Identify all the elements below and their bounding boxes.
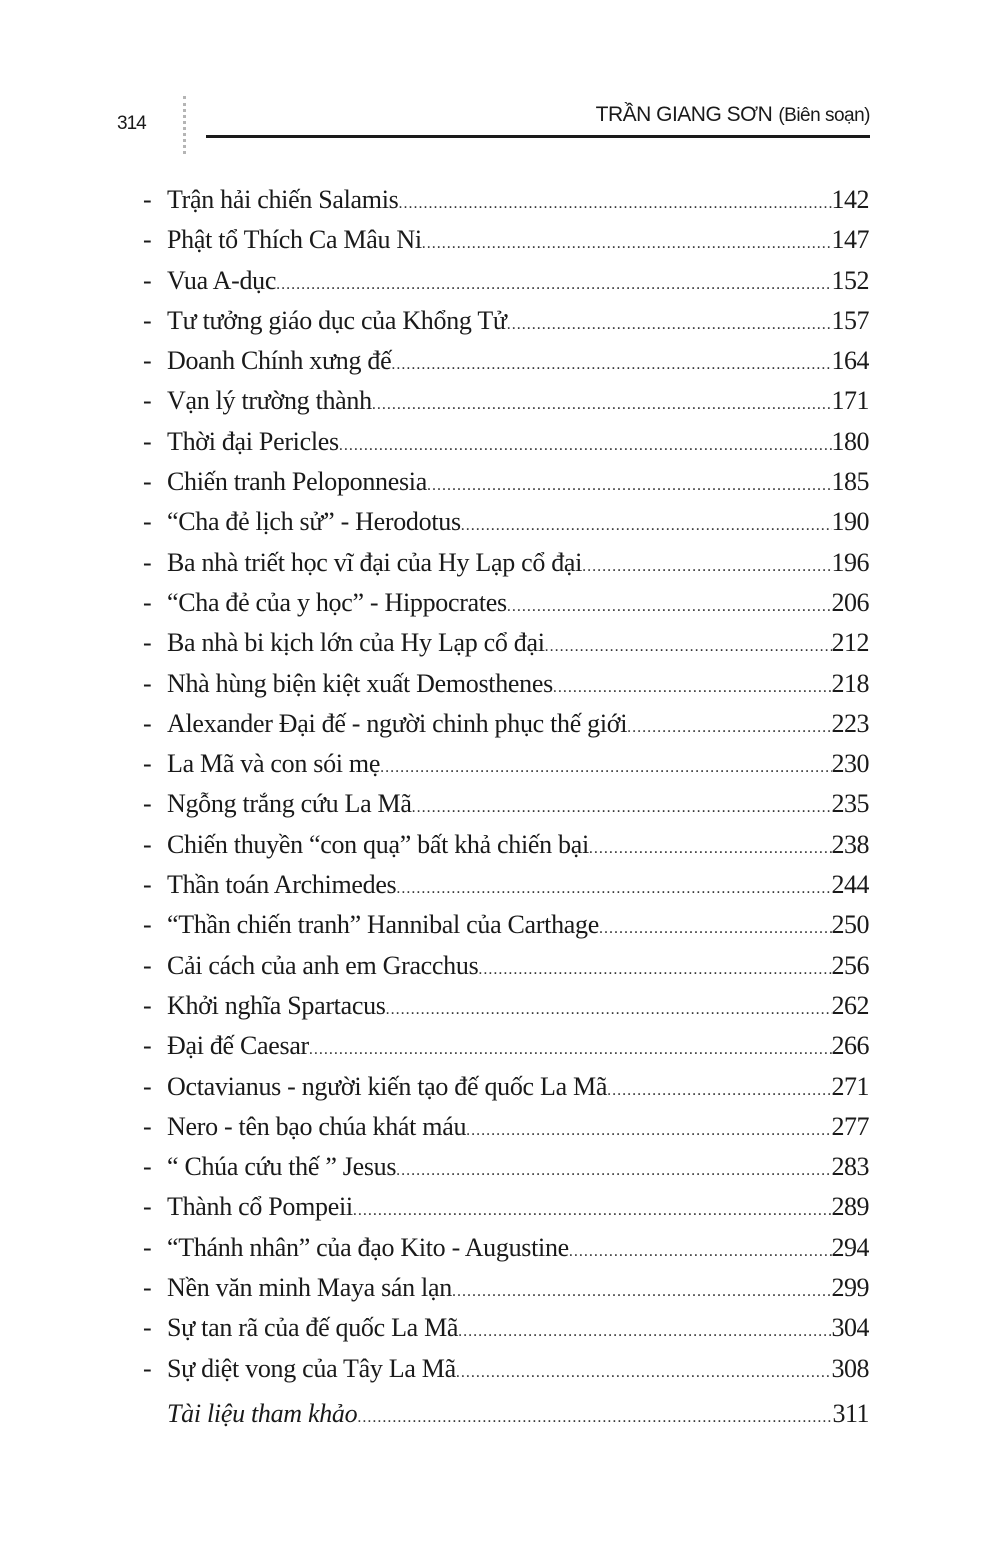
toc-entry-title: Sự diệt vong của Tây La Mã [167, 1353, 456, 1383]
toc-entry-title: Sự tan rã của đế quốc La Mã [167, 1313, 459, 1343]
toc-dot-leader [599, 909, 832, 945]
toc-dot-leader [357, 1398, 832, 1434]
running-header [596, 103, 870, 127]
toc-entry[interactable] [143, 986, 869, 1026]
toc-bullet: - [143, 426, 152, 456]
toc-entry-page: 230 [831, 749, 869, 779]
toc-dot-leader [398, 184, 831, 220]
toc-entry-title: Nero - tên bạo chúa khát máu [167, 1111, 467, 1141]
toc-entry-page: 308 [831, 1353, 869, 1383]
toc-entry-page: 142 [831, 185, 869, 214]
toc-dot-leader [452, 1272, 832, 1308]
toc-dot-leader [339, 426, 832, 462]
toc-dot-leader [276, 265, 831, 301]
toc-entry-page: 299 [831, 1273, 869, 1303]
toc-entry-title: “Thần chiến tranh” Hannibal của Carthage [167, 910, 599, 940]
toc-entry-page: 289 [831, 1192, 869, 1222]
running-header-author: TRẦN GIANG SƠN [595, 103, 773, 126]
toc-bullet: - [143, 185, 152, 214]
toc-bullet: - [143, 587, 152, 617]
toc-dot-leader [466, 1111, 831, 1147]
toc-entry[interactable] [143, 664, 869, 704]
toc-entry[interactable] [143, 865, 869, 905]
toc-entry[interactable] [143, 422, 869, 462]
toc-entry-page: 196 [831, 547, 869, 577]
toc-entry-page: 277 [831, 1111, 869, 1141]
toc-entry[interactable] [143, 784, 869, 824]
toc-entry-title: Đại đế Caesar [167, 1031, 309, 1061]
toc-entry[interactable] [143, 744, 869, 784]
toc-entry[interactable] [143, 1026, 869, 1066]
toc-dot-leader [456, 1353, 832, 1389]
toc-bullet: - [143, 1313, 152, 1343]
toc-entry[interactable] [143, 946, 869, 986]
toc-bullet: - [143, 789, 152, 819]
toc-entry[interactable] [143, 502, 869, 542]
running-header-note: (Biên soạn) [778, 105, 870, 126]
toc-dot-leader [380, 748, 831, 784]
toc-entry[interactable] [143, 261, 869, 301]
toc-entry-page: 250 [831, 910, 869, 940]
toc-entry[interactable] [143, 905, 869, 945]
toc-entry[interactable] [143, 623, 869, 663]
toc-entry-page: 283 [831, 1152, 869, 1182]
toc-bullet: - [143, 1232, 152, 1262]
toc-entry-title: “ Chúa cứu thế ” Jesus [167, 1152, 397, 1182]
toc-entry-title: Tư tưởng giáo dục của Khổng Tử [167, 305, 507, 335]
toc-entry-page: 238 [831, 829, 869, 859]
toc-bullet: - [143, 305, 152, 335]
toc-entry[interactable] [143, 341, 869, 381]
toc-dot-leader [589, 829, 832, 865]
toc-entry[interactable] [143, 583, 869, 623]
toc-entry-title: La Mã và con sói mẹ [167, 749, 381, 779]
toc-entry-title: Chiến thuyền “con quạ” bất khả chiến bại [167, 829, 589, 859]
toc-bullet: - [143, 1031, 152, 1061]
toc-entry-title: Khởi nghĩa Spartacus [167, 990, 386, 1020]
toc-entry-title: Alexander Đại đế - người chinh phục thế giới [167, 708, 628, 738]
toc-entry-title: Ba nhà bi kịch lớn của Hy Lạp cổ đại [167, 628, 545, 658]
toc-dot-leader [412, 788, 832, 824]
toc-entry-title: “Cha đẻ lịch sử” - Herodotus [167, 507, 461, 537]
toc-entry-page: 152 [831, 265, 869, 295]
toc-entry[interactable] [143, 1308, 869, 1348]
toc-bullet: - [143, 467, 152, 497]
toc-bullet: - [143, 1192, 152, 1222]
toc-dot-leader [461, 506, 832, 542]
toc-bullet: - [143, 225, 152, 255]
toc-entry-title: Thần toán Archimedes [167, 870, 397, 900]
toc-dot-leader [391, 345, 831, 381]
toc-entry[interactable] [143, 301, 869, 341]
toc-entry-page: 262 [831, 990, 869, 1020]
toc-entry-title: “Thánh nhân” của đạo Kito - Augustine [167, 1232, 569, 1262]
toc-bullet: - [143, 507, 152, 537]
toc-entry[interactable] [143, 180, 869, 220]
toc-entry-title: Thời đại Pericles [167, 426, 339, 456]
table-of-contents [143, 180, 869, 1434]
toc-dot-leader [507, 305, 832, 341]
toc-entry-title: Cải cách của anh em Gracchus [167, 950, 479, 980]
toc-bullet: - [143, 910, 152, 940]
toc-bullet: - [143, 1152, 152, 1182]
toc-entry[interactable] [143, 462, 869, 502]
toc-bullet: - [143, 708, 152, 738]
header-rule [206, 135, 870, 138]
toc-entry[interactable] [143, 1067, 869, 1107]
toc-entry-page: 206 [831, 587, 869, 617]
header-divider [183, 96, 186, 154]
toc-bullet: - [143, 346, 152, 376]
toc-entry[interactable] [143, 381, 869, 421]
toc-entry-page: 311 [832, 1398, 869, 1428]
toc-entry-page: 235 [831, 789, 869, 819]
toc-bullet: - [143, 668, 152, 698]
toc-dot-leader [396, 1151, 831, 1187]
toc-entry[interactable] [143, 543, 869, 583]
toc-entry-title: Nền văn minh Maya sán lạn [167, 1273, 452, 1303]
toc-entry-page: 164 [831, 346, 869, 376]
toc-dot-leader [582, 547, 831, 583]
toc-entry-page: 171 [831, 386, 869, 416]
toc-entry-references[interactable] [143, 1394, 869, 1434]
toc-dot-leader [478, 950, 831, 986]
toc-dot-leader [569, 1232, 832, 1268]
toc-entry[interactable] [143, 825, 869, 865]
toc-entry-title: Ngỗng trắng cứu La Mã [167, 789, 412, 819]
toc-entry-title: Ba nhà triết học vĩ đại của Hy Lạp cổ đại [167, 547, 583, 577]
toc-entry-title: Trận hải chiến Salamis [167, 185, 399, 214]
toc-entry-title: Octavianus - người kiến tạo đế quốc La Mã [167, 1071, 608, 1101]
toc-dot-leader [372, 385, 832, 421]
toc-entry-page: 304 [831, 1313, 869, 1343]
toc-entry-page: 157 [831, 305, 869, 335]
toc-entry-title: Tài liệu tham khảo [167, 1398, 358, 1428]
toc-bullet: - [143, 628, 152, 658]
toc-bullet: - [143, 870, 152, 900]
toc-entry-page: 266 [831, 1031, 869, 1061]
toc-bullet: - [143, 950, 152, 980]
toc-dot-leader [545, 627, 832, 663]
toc-entry-title: Vua A-dục [167, 265, 277, 295]
toc-dot-leader [507, 587, 832, 623]
toc-bullet: - [143, 265, 152, 295]
toc-entry[interactable] [143, 220, 869, 260]
toc-entry-page: 185 [831, 467, 869, 497]
toc-entry-page: 218 [831, 668, 869, 698]
toc-entry-title: Doanh Chính xưng đế [167, 346, 392, 376]
toc-dot-leader [353, 1191, 832, 1227]
toc-entry[interactable] [143, 1349, 869, 1389]
toc-entry-title: Vạn lý trường thành [167, 386, 372, 416]
toc-bullet: - [143, 547, 152, 577]
toc-entry[interactable] [143, 1228, 869, 1268]
toc-bullet: - [143, 749, 152, 779]
toc-bullet: - [143, 1111, 152, 1141]
toc-dot-leader [607, 1071, 831, 1107]
toc-entry-page: 212 [831, 628, 869, 658]
toc-bullet: - [143, 386, 152, 416]
toc-dot-leader [553, 668, 832, 704]
toc-dot-leader [427, 466, 832, 502]
toc-bullet: - [143, 1071, 152, 1101]
toc-entry-page: 147 [831, 225, 869, 255]
toc-dot-leader [386, 990, 832, 1026]
toc-entry[interactable] [143, 704, 869, 744]
toc-bullet: - [143, 1273, 152, 1303]
page-number: 314 [117, 113, 146, 134]
toc-entry-page: 190 [831, 507, 869, 537]
toc-entry-page: 223 [831, 708, 869, 738]
toc-entry[interactable] [143, 1268, 869, 1308]
toc-entry-page: 180 [831, 426, 869, 456]
toc-entry-title: Thành cổ Pompeii [167, 1192, 353, 1222]
toc-entry-page: 244 [831, 870, 869, 900]
toc-dot-leader [422, 224, 832, 260]
toc-entry-page: 271 [831, 1071, 869, 1101]
toc-dot-leader [309, 1030, 832, 1066]
toc-bullet: - [143, 829, 152, 859]
toc-bullet: - [143, 990, 152, 1020]
toc-dot-leader [627, 708, 831, 744]
toc-entry-title: Chiến tranh Peloponnesia [167, 467, 427, 497]
toc-dot-leader [396, 869, 831, 905]
toc-entry[interactable] [143, 1147, 869, 1187]
toc-entry[interactable] [143, 1187, 869, 1227]
toc-entry-title: Phật tổ Thích Ca Mâu Ni [167, 225, 422, 255]
toc-entry-title: Nhà hùng biện kiệt xuất Demosthenes [167, 668, 553, 698]
toc-entry-page: 256 [831, 950, 869, 980]
toc-entry-title: “Cha đẻ của y học” - Hippocrates [167, 587, 507, 617]
toc-bullet: - [143, 1353, 152, 1383]
toc-entry-page: 294 [831, 1232, 869, 1262]
toc-entry[interactable] [143, 1107, 869, 1147]
toc-dot-leader [458, 1312, 831, 1348]
